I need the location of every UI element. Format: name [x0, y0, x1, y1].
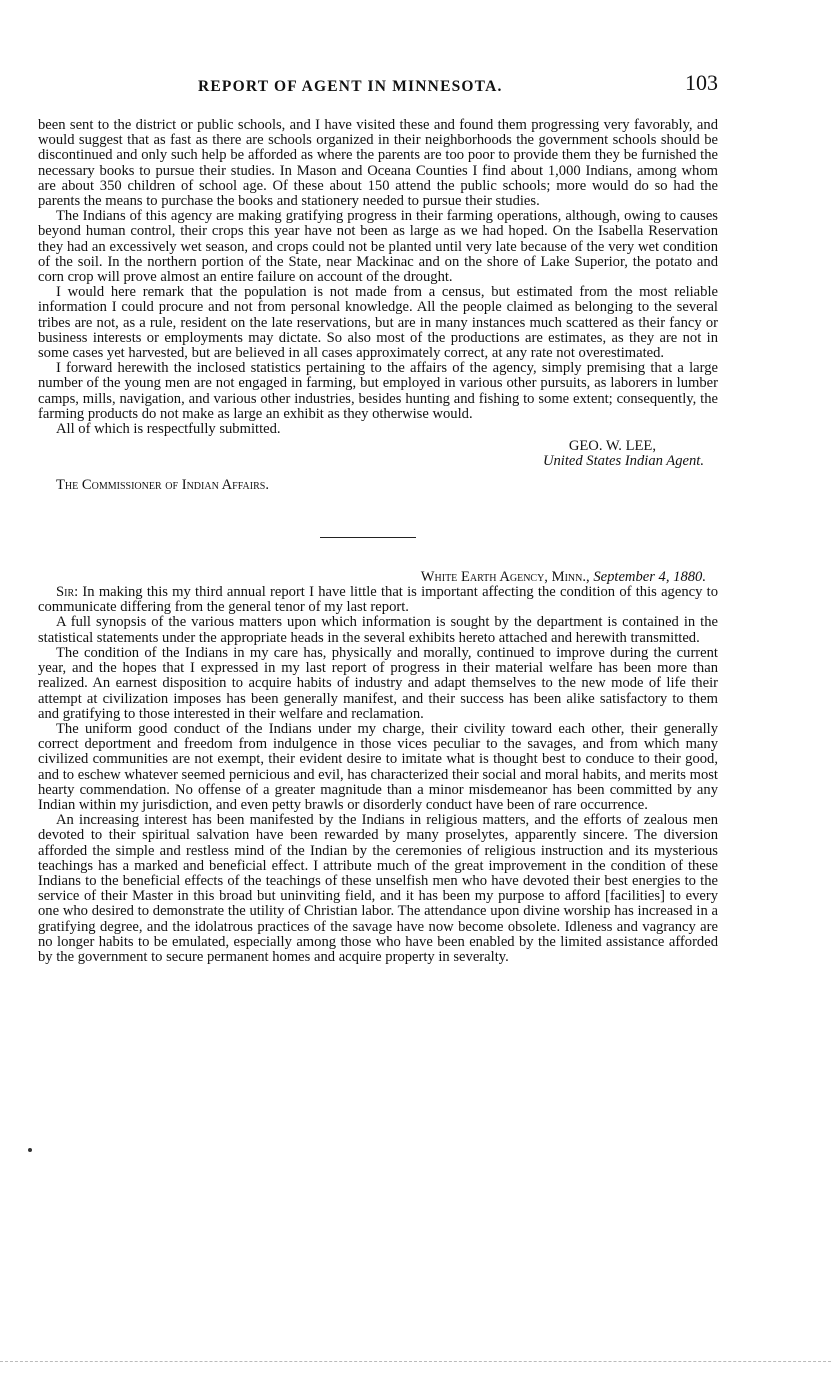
paragraph: All of which is respectfully submitted.: [56, 421, 281, 438]
dateline-date: September 4, 1880.: [593, 568, 706, 585]
paragraph: An increasing interest has been manifested by the Indians in religious matters, and the efforts of zealous men devoted to their spiritual salvation have been rewarded by many proselytes, apparently sincere. The diversion afforded the simple and restless mind of the Indian by the ceremonies of religious instruction and its mysterious teachings has a marked and beneficial effect. I attribute much of the great improvement in the condition of these Indians to the beneficial effects of the teachings of these unselfish men who have devoted their best energies to the service of their Master in this broad but uninviting field, and it has been my purpose to afford [facilities] to every one who desired to demonstrate the utility of Christian labor. The attendance upon divine worship has increased in a gratifying degree, and the idolatrous practices of the savage have now become obsolete. Idleness and vagrancy are no longer habits to be emulated, especially among those who have been enabled by the limited assistance afforded by the government to secure permanent homes and acquire property in severalty.: [38, 812, 718, 965]
paragraph: The Indians of this agency are making gratifying progress in their farming operations, although, owing to causes beyond human control, their crops this year have not been as large as we had hoped. On the Isabella Reservation they had an excessively wet season, and crops could not be planted until very late because of the very wet condition of the soil. In the northern portion of the State, near Mackinac and on the shore of Lake Superior, the potato and corn crop will prove almost an entire failure on account of the drought.: [38, 208, 718, 286]
section-divider: [320, 537, 416, 538]
report-body: [38, 118, 718, 965]
salutation: Sir:: [56, 584, 79, 601]
addressee: The Commissioner of Indian Affairs.: [56, 476, 269, 493]
paragraph: been sent to the district or public schools, and I have visited these and found them progressing very favorably, and would suggest that as fast as there are schools organized in their neighborhoods the government schools should be discontinued and only such help be afforded as where the parents are too poor to provide them they be furnished the necessary books to pursue their studies. In Mason and Oceana Counties I find about 1,000 Indians, among whom are about 350 children of school age. Of these about 150 attend the public schools; more would do so had the parents the means to purchase the books and stationery needed to pursue their studies.: [38, 117, 718, 210]
scan-edge-line: [0, 1361, 831, 1362]
paragraph: I forward herewith the inclosed statistics pertaining to the affairs of the agency, simply premising that a large number of the young men are not engaged in farming, but employed in various other pursuits, as laborers in lumber camps, mills, navigation, and various other industries, besides hunting and fishing to some extent; consequently, the farming products do not make as large an exhibit as they otherwise would.: [38, 360, 718, 422]
paragraph: The uniform good conduct of the Indians under my charge, their civility toward each other, their generally correct deportment and freedom from indulgence in those vices peculiar to the savages, and from which many civilized communities are not exempt, their evident desire to imitate what is thought best to conduce to their good, and to eschew whatever seemed pernicious and evil, has characterized their social and moral habits, and merits most hearty commendation. No offense of a greater magnitude than a minor misdemeanor has been committed by any Indian within my jurisdiction, and even petty brawls or disorderly conduct have been of rare occurrence.: [38, 720, 718, 813]
signature-block: [38, 439, 718, 469]
running-head: REPORT OF AGENT IN MINNESOTA.: [198, 78, 503, 95]
signature-title: United States Indian Agent.: [542, 453, 704, 470]
margin-mark: [28, 1148, 32, 1152]
dateline: [38, 570, 718, 585]
paragraph: The condition of the Indians in my care has, physically and morally, continued to improve during the current year, and the hopes that I expressed in my last report of progress in their material welfare has been more than realized. An earnest disposition to acquire habits of industry and adapt themselves to the new mode of life their attempt at civilization imposes has been generally manifest, and their success has been alike satisfactory to them and gratifying to those interested in their welfare and reclamation.: [38, 644, 718, 722]
signature-name: GEO. W. LEE,: [568, 438, 656, 455]
opening-paragraph-text: In making this my third annual report I have little that is important affecting the condition of this agency to communicate differing from the general tenor of my last report.: [38, 584, 718, 616]
paragraph: I would here remark that the population is not made from a census, but estimated from the most reliable information I could procure and not from personal knowledge. All the people claimed as belonging to the several tribes are not, as a rule, resident on the late reservations, but are in many instances much scattered as their fancy or business interests or employments may dictate. So also most of the productions are estimates, as they are not in some cases yet harvested, but are believed in all cases approximately correct, at any rate not overestimated.: [38, 284, 718, 362]
paragraph: A full synopsis of the various matters upon which information is sought by the department is contained in the statistical statements under the appropriate heads in the several exhibits hereto attached and herewith transmitted.: [38, 614, 718, 646]
page-number: 103: [685, 70, 718, 95]
dateline-place: White Earth Agency, Minn.,: [420, 568, 590, 585]
page-header: [38, 70, 718, 104]
opening-paragraph: [38, 585, 718, 615]
